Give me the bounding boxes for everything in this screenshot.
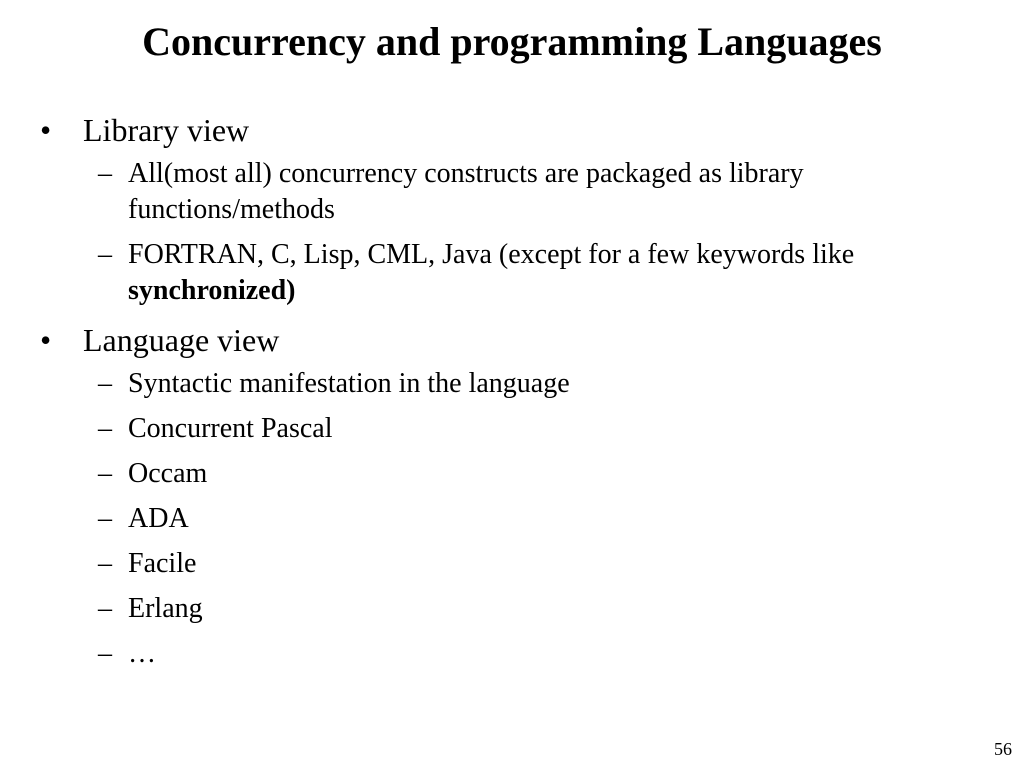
sub-item (83, 237, 980, 309)
sub-item (83, 366, 980, 402)
dash-marker: – (98, 548, 112, 579)
bullet-label: Library view (83, 112, 250, 148)
sub-item (83, 156, 980, 228)
sub-item-text: All(most all) concurrency constructs are packaged as library functions/methods (128, 158, 804, 225)
sub-item-text: Syntactic manifestation in the language (128, 368, 570, 399)
sub-item-text: Erlang (128, 593, 203, 624)
sub-item-text: … (128, 638, 156, 669)
dash-marker: – (98, 239, 112, 270)
sub-item-text-regular: FORTRAN, C, Lisp, CML, Java (except for a few keywords like (128, 239, 855, 270)
sub-item (83, 591, 980, 627)
sub-item-text: ADA (128, 503, 189, 534)
bullet-marker: • (40, 322, 52, 358)
bullet-label: Language view (83, 322, 280, 358)
dash-marker: – (98, 368, 112, 399)
bullet-list (40, 108, 980, 681)
dash-marker: – (98, 458, 112, 489)
dash-marker: – (98, 413, 112, 444)
sub-item-text: Facile (128, 548, 197, 579)
sub-item (83, 456, 980, 492)
sub-list (83, 156, 980, 309)
dash-marker: – (98, 158, 112, 189)
slide-title: Concurrency and programming Languages (142, 19, 882, 64)
sub-item (83, 636, 980, 672)
dash-marker: – (98, 503, 112, 534)
keyword-synchronized: synchronized) (128, 275, 296, 306)
sub-item (83, 546, 980, 582)
dash-marker: – (98, 638, 112, 669)
bullet-marker: • (40, 112, 52, 148)
dash-marker: – (98, 593, 112, 624)
bullet-language-view (40, 318, 980, 672)
sub-item-text: Concurrent Pascal (128, 413, 333, 444)
sub-list (83, 366, 980, 672)
bullet-library-view (40, 108, 980, 309)
sub-item-text (128, 239, 854, 306)
sub-item (83, 411, 980, 447)
page-number: 56 (994, 739, 1012, 759)
sub-item (83, 501, 980, 537)
sub-item-text: Occam (128, 458, 208, 489)
